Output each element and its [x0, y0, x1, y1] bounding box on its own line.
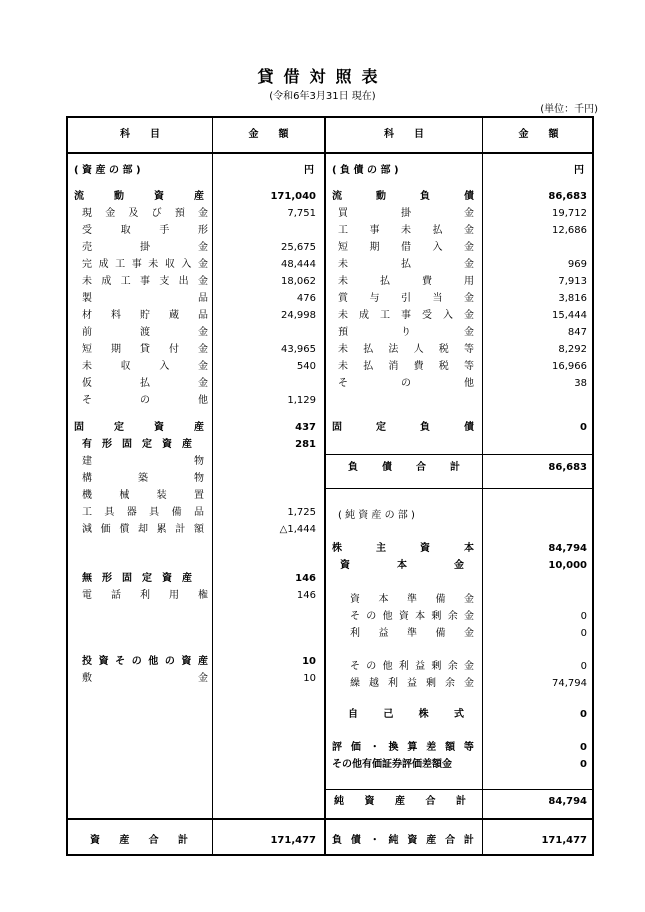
right-row-value: 84,794: [548, 543, 587, 554]
header-amount-left: 金 額: [248, 129, 289, 140]
right-row-value: 38: [574, 378, 587, 389]
right-row-value: 3,816: [558, 293, 587, 304]
right-row-value: 10,000: [548, 560, 587, 571]
left-row-label: 完 成 工 事 未 収 入 金: [82, 259, 208, 270]
right-row-label: 流 動 負 債: [332, 191, 474, 202]
right-row-label: 資 本 準 備 金: [350, 594, 474, 605]
left-row-value: 146: [295, 573, 316, 584]
right-row-value: 0: [580, 759, 587, 770]
header-subject-left: 科 目: [120, 129, 160, 140]
center-divider: [324, 118, 326, 854]
liabilities-section-title: ( 負 債 の 部 ): [332, 165, 399, 176]
right-row-value: 0: [580, 611, 587, 622]
right-row-label: 買 掛 金: [338, 208, 474, 219]
left-row-label: 無 形 固 定 資 産: [82, 573, 192, 584]
right-row-value: 0: [580, 709, 587, 720]
right-row-value: 12,686: [552, 225, 587, 236]
left-row-label: 投 資 そ の 他 の 資 産: [82, 656, 208, 667]
right-row-label: 工 事 未 払 金: [338, 225, 474, 236]
right-row-value: 86,683: [548, 462, 587, 473]
right-row-label: そ の 他: [338, 378, 474, 389]
left-row-value: 10: [303, 673, 316, 684]
right-row-value: 0: [580, 742, 587, 753]
liabilities-yen-label: 円: [574, 165, 584, 176]
right-row-label: ( 純 資 産 の 部 ): [338, 510, 415, 521]
left-row-value: 48,444: [281, 259, 316, 270]
left-row-label: 材 料 貯 蔵 品: [82, 310, 208, 321]
left-row-value: 18,062: [281, 276, 316, 287]
right-row-label: 未 払 金: [338, 259, 474, 270]
right-row-label: 株 主 資 本: [332, 543, 474, 554]
left-row-value: 171,040: [270, 191, 316, 202]
right-row-label: 未 払 法 人 税 等: [338, 344, 474, 355]
left-row-label: 前 渡 金: [82, 327, 208, 338]
left-row-value: 437: [295, 422, 316, 433]
left-row-label: 売 掛 金: [82, 242, 208, 253]
right-row-value: 0: [580, 661, 587, 672]
left-row-value: 476: [296, 293, 316, 304]
right-row-value: 74,794: [552, 678, 587, 689]
left-row-label: 現 金 及 び 預 金: [82, 208, 208, 219]
left-row-label: 流 動 資 産: [74, 191, 204, 202]
left-row-label: 建 物: [82, 456, 204, 467]
assets-total-value: 171,477: [270, 835, 316, 846]
left-row-value: 25,675: [281, 242, 316, 253]
right-row-label: 賞 与 引 当 金: [338, 293, 474, 304]
right-row-value: 7,913: [558, 276, 587, 287]
right-row-label: 繰 越 利 益 剰 余 金: [350, 678, 474, 689]
right-row-label: 未 払 費 用: [338, 276, 474, 287]
right-row-label: 資 本 金: [340, 560, 464, 571]
left-row-label: 受 取 手 形: [82, 225, 208, 236]
unit-label: (単位：千円): [540, 104, 598, 115]
left-row-label: 未 成 工 事 支 出 金: [82, 276, 208, 287]
right-row-label: 利 益 準 備 金: [350, 628, 474, 639]
right-row-label: 自 己 株 式: [348, 709, 464, 720]
left-row-value: 24,998: [281, 310, 316, 321]
right-row-value: 0: [580, 422, 587, 433]
left-row-label: 未 収 入 金: [82, 361, 208, 372]
right-row-value: 15,444: [552, 310, 587, 321]
right-row-label: 固 定 負 債: [332, 422, 474, 433]
right-row-value: 86,683: [548, 191, 587, 202]
left-row-label: 減 価 償 却 累 計 額: [82, 524, 204, 535]
right-row-label: 短 期 借 入 金: [338, 242, 474, 253]
left-row-value: 1,129: [287, 395, 316, 406]
assets-section-title: ( 資 産 の 部 ): [74, 165, 141, 176]
header-subject-right: 科 目: [384, 129, 424, 140]
left-row-value: 281: [295, 439, 316, 450]
left-row-label: 電 話 利 用 権: [82, 590, 208, 601]
assets-yen-label: 円: [304, 165, 314, 176]
left-row-value: 540: [296, 361, 316, 372]
right-row-label: 未 払 消 費 税 等: [338, 361, 474, 372]
left-row-label: 製 品: [82, 293, 208, 304]
right-row-label: 未 成 工 事 受 入 金: [338, 310, 474, 321]
left-row-label: 短 期 貸 付 金: [82, 344, 208, 355]
left-row-label: 固 定 資 産: [74, 422, 204, 433]
right-row-value: 8,292: [558, 344, 587, 355]
right-row-label: 評 価 ・ 換 算 差 額 等: [332, 742, 474, 753]
left-row-value: △1,444: [279, 524, 316, 535]
right-row-label: その他有価証券評価差額金: [332, 759, 452, 770]
left-row-value: 43,965: [281, 344, 316, 355]
rule: [325, 454, 592, 455]
balance-sheet-table: [66, 116, 594, 856]
right-row-label: 預 り 金: [338, 327, 474, 338]
left-row-value: 1,725: [287, 507, 316, 518]
right-row-label: 負 債 合 計: [348, 462, 460, 473]
right-row-value: 16,966: [552, 361, 587, 372]
left-row-label: そ の 他: [82, 395, 208, 406]
left-row-value: 146: [296, 590, 316, 601]
page-title: 貸借対照表: [257, 67, 388, 86]
total-rule: [68, 818, 592, 820]
rule: [325, 789, 592, 790]
assets-total-label: 資 産 合 計: [90, 835, 188, 846]
left-row-value: 10: [302, 656, 316, 667]
left-row-label: 工 具 器 具 備 品: [82, 507, 204, 518]
page-subtitle: (令和6年3月31日 現在): [269, 91, 376, 102]
rule: [325, 488, 592, 489]
right-row-value: 19,712: [552, 208, 587, 219]
left-row-label: 敷 金: [82, 673, 208, 684]
header-rule: [68, 152, 592, 154]
right-row-label: そ の 他 資 本 剰 余 金: [350, 611, 474, 622]
liab-equity-total-label: 負 債 ・ 純 資 産 合 計: [332, 835, 474, 846]
right-row-label: そ の 他 利 益 剰 余 金: [350, 661, 474, 672]
left-row-label: 仮 払 金: [82, 378, 208, 389]
right-row-value: 84,794: [548, 796, 587, 807]
right-row-value: 847: [567, 327, 587, 338]
left-row-label: 構 築 物: [82, 473, 204, 484]
right-row-label: 純 資 産 合 計: [334, 796, 466, 807]
col-divider: [212, 118, 213, 854]
left-row-label: 有 形 固 定 資 産: [82, 439, 192, 450]
right-row-value: 0: [580, 628, 587, 639]
liab-equity-total-value: 171,477: [541, 835, 587, 846]
left-row-label: 機 械 装 置: [82, 490, 204, 501]
left-row-value: 7,751: [287, 208, 316, 219]
header-amount-right: 金 額: [518, 129, 559, 140]
right-row-value: 969: [567, 259, 587, 270]
